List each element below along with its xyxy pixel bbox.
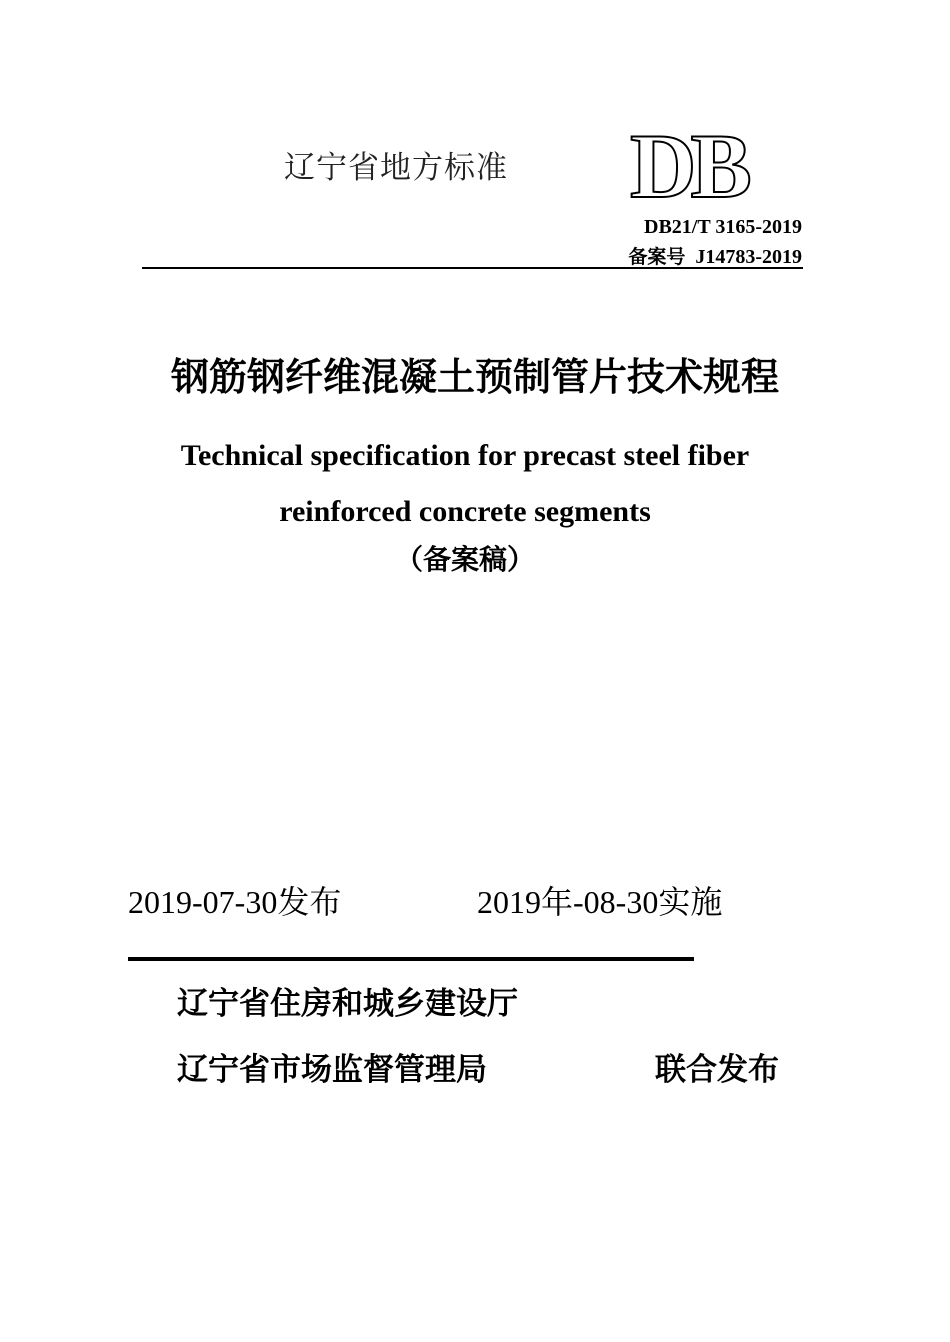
draft-note: （备案稿）	[394, 543, 535, 576]
document-title-chinese: 钢筋钢纤维混凝土预制管片技术规程	[170, 355, 779, 399]
header-divider	[142, 267, 803, 269]
joint-issue-label: 联合发布	[655, 1052, 779, 1088]
english-title-line-2: reinforced concrete segments	[279, 495, 651, 528]
filing-number-label: 备案号	[628, 246, 686, 268]
standard-type-label: 辽宁省地方标准	[284, 150, 508, 186]
db-logo: DB	[630, 115, 746, 217]
filing-number-value: J14783-2019	[695, 246, 802, 268]
issuer-market-regulation-bureau: 辽宁省市场监督管理局	[177, 1052, 487, 1088]
issue-date: 2019-07-30发布	[128, 884, 342, 920]
issuer-housing-department: 辽宁省住房和城乡建设厅	[177, 986, 518, 1022]
effective-date: 2019年-08-30实施	[477, 884, 723, 920]
standard-number: DB21/T 3165-2019	[644, 216, 802, 238]
footer-divider	[128, 957, 694, 961]
document-title-english	[0, 428, 930, 540]
english-title-line-1: Technical specification for precast steel fiber	[180, 439, 750, 472]
